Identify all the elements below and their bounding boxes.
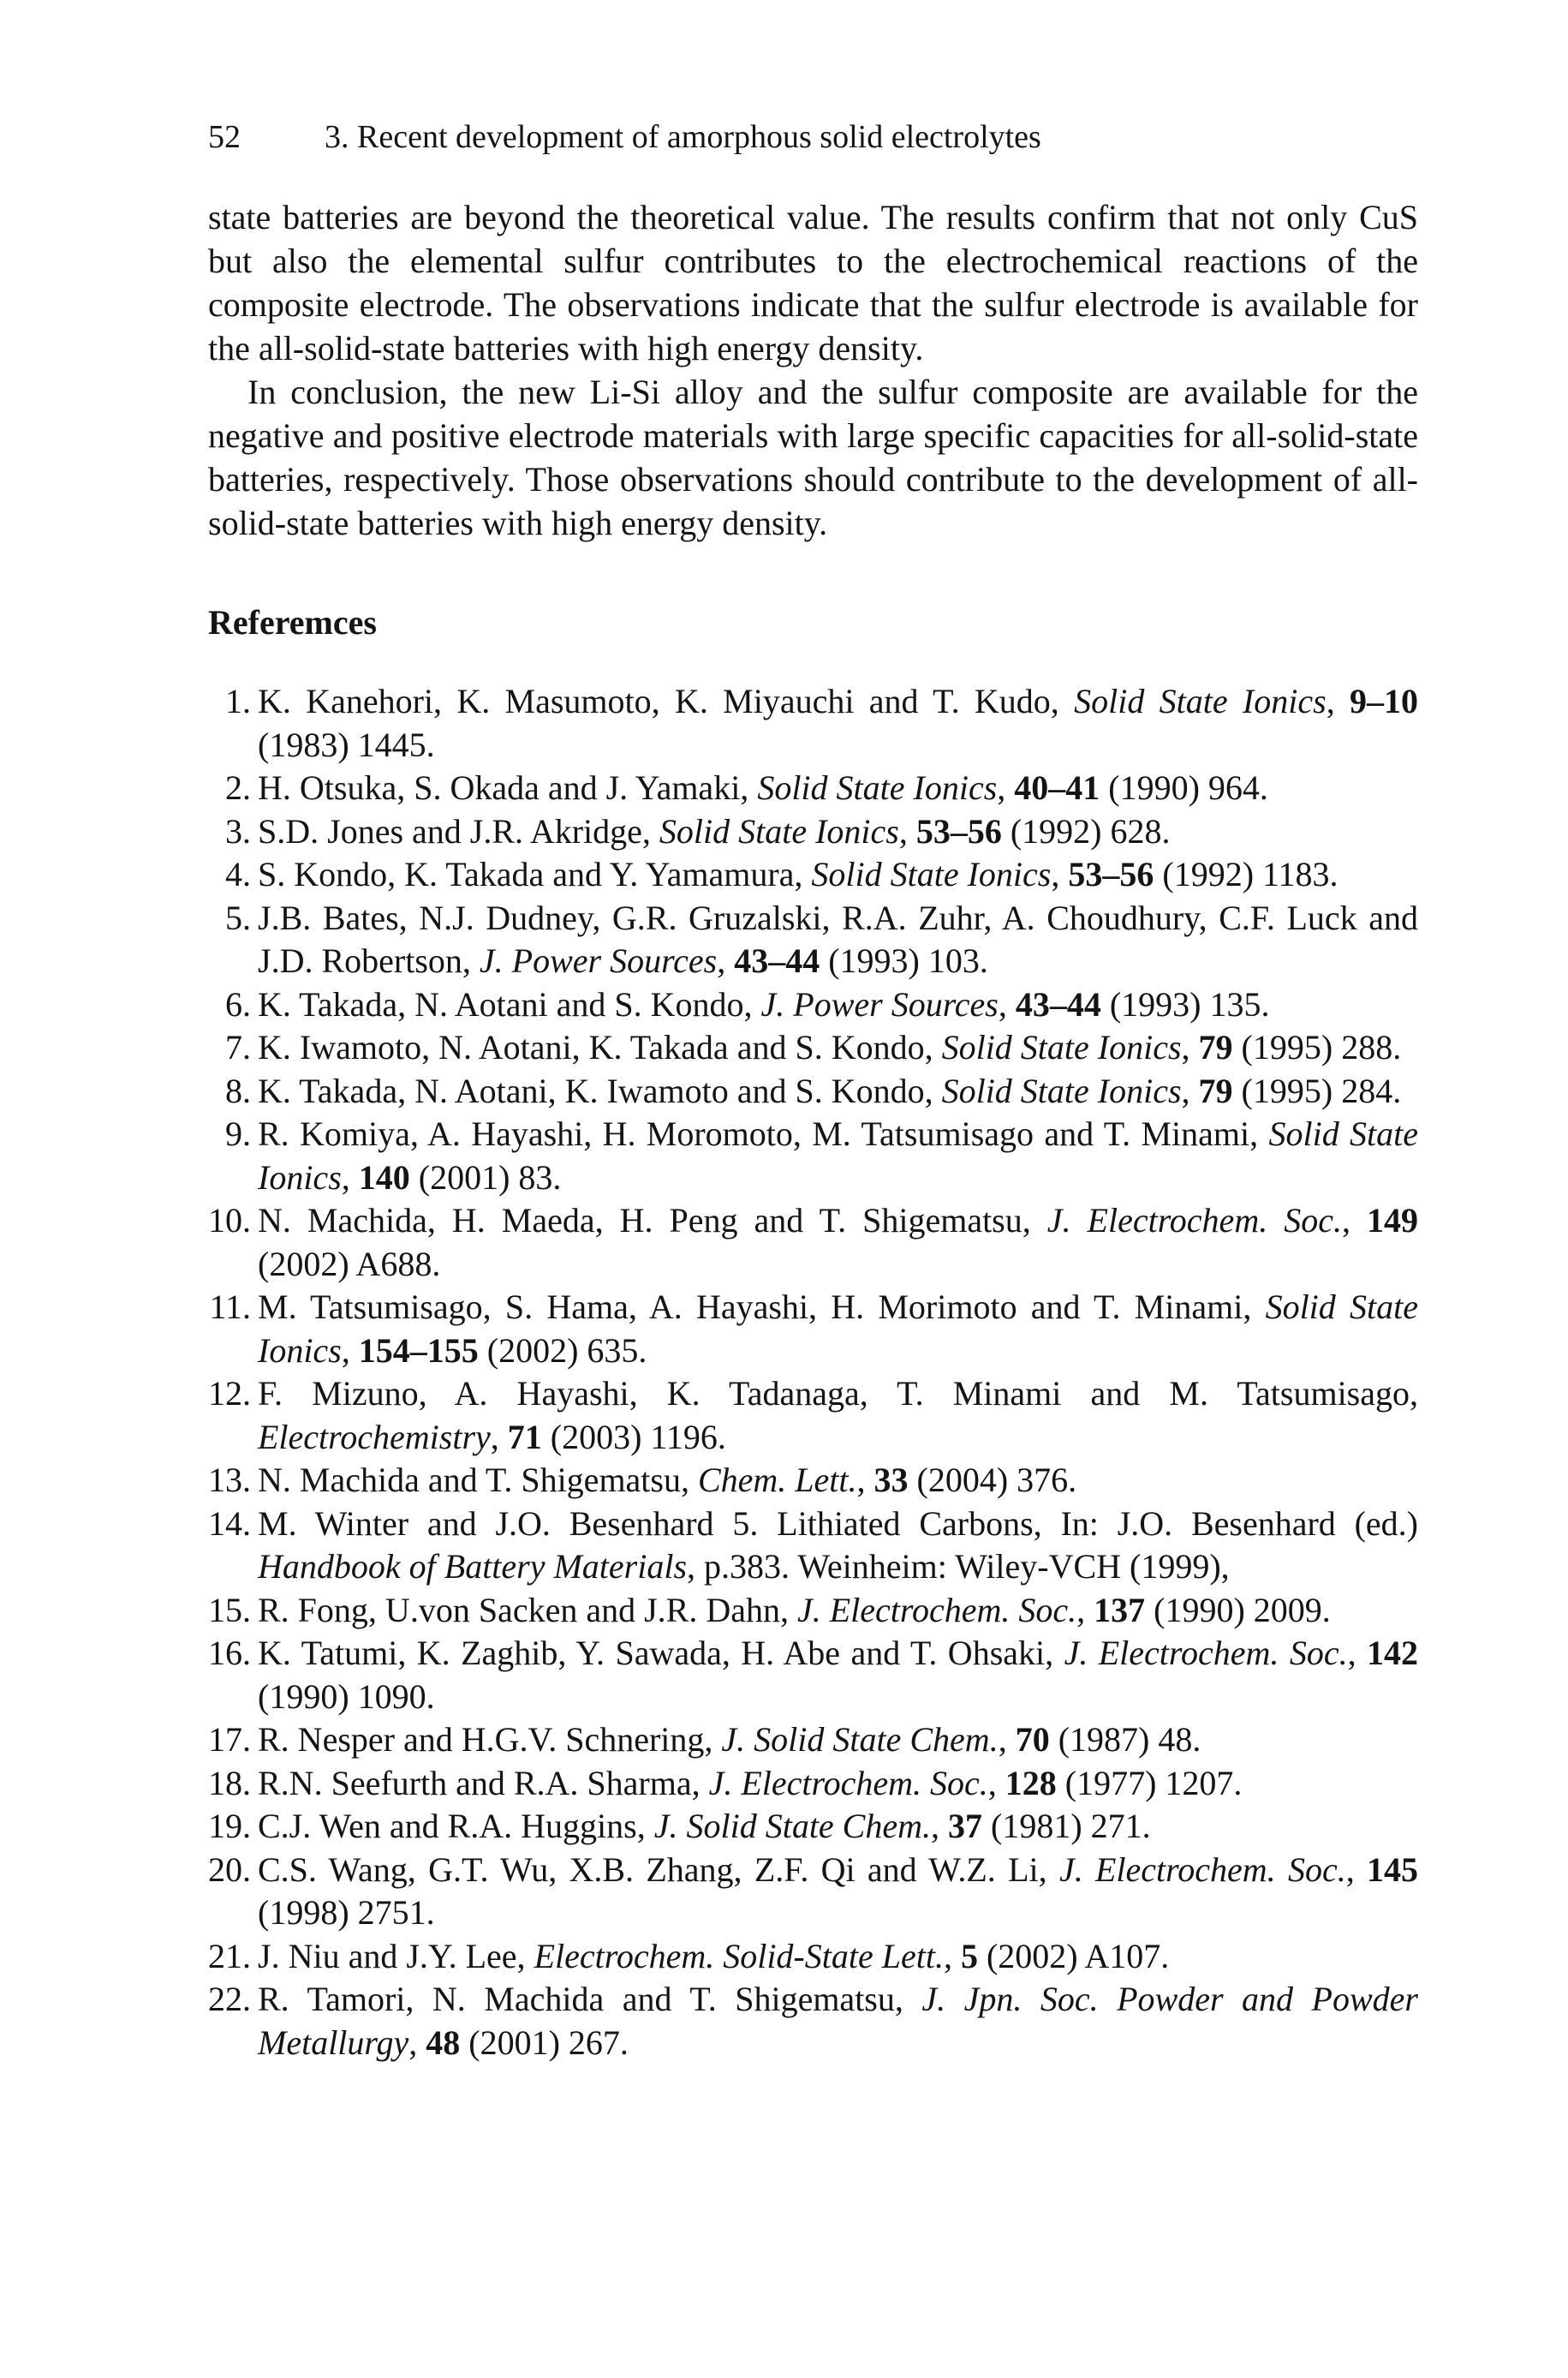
reference-item xyxy=(208,983,1418,1027)
reference-item xyxy=(208,1113,1418,1199)
reference-volume: 71 xyxy=(507,1417,542,1456)
reference-volume: 37 xyxy=(948,1807,982,1845)
reference-volume: 53–56 xyxy=(915,811,1002,851)
reference-separator: , xyxy=(998,1720,1016,1759)
reference-authors: R. Nesper and H.G.V. Schnering, xyxy=(258,1720,722,1759)
reference-item xyxy=(208,1935,1418,1979)
reference-item xyxy=(208,1070,1418,1114)
reference-authors: R. Tamori, N. Machida and T. Shigematsu, xyxy=(258,1980,922,2018)
reference-item xyxy=(208,810,1418,854)
reference-year-pages: (1990) 2009. xyxy=(1145,1590,1331,1629)
reference-separator: , xyxy=(341,1157,359,1197)
reference-authors: N. Machida, H. Maeda, H. Peng and T. Shigematsu, xyxy=(258,1201,1047,1240)
reference-journal: J. Jpn. Soc. Powder and Powder Metallurgy xyxy=(258,1980,1418,2062)
reference-list xyxy=(208,680,1418,2064)
reference-journal: Solid State Ionics xyxy=(258,1288,1418,1370)
reference-year-pages: (1993) 135. xyxy=(1100,984,1270,1024)
reference-year-pages: (2001) 83. xyxy=(409,1157,562,1197)
reference-item xyxy=(208,1199,1418,1286)
reference-number: 21. xyxy=(208,1936,251,1975)
reference-volume: 9–10 xyxy=(1350,682,1418,720)
reference-number: 19. xyxy=(208,1807,251,1845)
reference-year-pages: (1983) 1445. xyxy=(258,725,435,764)
reference-volume: 79 xyxy=(1198,1071,1233,1110)
reference-authors: K. Takada, N. Aotani and S. Kondo, xyxy=(258,984,761,1024)
reference-authors: N. Machida and T. Shigematsu, xyxy=(258,1461,698,1499)
reference-number: 5. xyxy=(225,898,251,937)
reference-volume: 48 xyxy=(426,2022,461,2062)
reference-separator: , xyxy=(1181,1071,1199,1110)
reference-journal: Solid State Ionics xyxy=(811,855,1052,893)
reference-journal: Solid State Ionics xyxy=(1074,682,1327,720)
reference-journal: Solid State Ionics xyxy=(757,768,998,807)
reference-journal: J. Electrochem. Soc. xyxy=(1064,1634,1348,1672)
reference-number: 17. xyxy=(208,1720,251,1759)
reference-authors: C.J. Wen and R.A. Huggins, xyxy=(258,1807,654,1845)
reference-year-pages: (1992) 628. xyxy=(1001,811,1171,851)
reference-journal: Solid State Ionics xyxy=(659,811,899,851)
reference-year-pages: (1990) 1090. xyxy=(258,1676,435,1716)
reference-separator: , xyxy=(1326,682,1350,720)
reference-separator: , xyxy=(1341,1201,1368,1240)
reference-authors: K. Tatumi, K. Zaghib, Y. Sawada, H. Abe and T. Ohsaki, xyxy=(258,1634,1064,1672)
reference-number: 3. xyxy=(225,811,251,851)
reference-year-pages: (1992) 1183. xyxy=(1154,855,1338,893)
reference-journal: Solid State Ionics xyxy=(258,1114,1418,1197)
reference-journal: J. Power Sources xyxy=(760,984,999,1024)
reference-item xyxy=(208,1762,1418,1806)
reference-separator: , xyxy=(1345,1849,1368,1889)
reference-item xyxy=(208,1978,1418,2064)
reference-separator: , xyxy=(856,1461,874,1499)
reference-year-pages: (2002) A688. xyxy=(258,1244,441,1283)
reference-authors: M. Winter and J.O. Besenhard 5. Lithiated Carbons, In: J.O. Besenhard (ed.) xyxy=(258,1503,1418,1543)
reference-item xyxy=(208,1805,1418,1849)
reference-number: 9. xyxy=(225,1114,251,1153)
reference-separator: , xyxy=(341,1330,359,1370)
reference-year-pages: (2002) A107. xyxy=(977,1936,1170,1975)
reference-authors: J. Niu and J.Y. Lee, xyxy=(258,1936,534,1975)
reference-authors: S. Kondo, K. Takada and Y. Yamamura, xyxy=(258,855,812,893)
reference-journal: Electrochem. Solid-State Lett. xyxy=(534,1936,944,1975)
reference-separator: , xyxy=(1051,855,1069,893)
reference-year-pages: (1977) 1207. xyxy=(1056,1763,1243,1802)
reference-volume: 149 xyxy=(1367,1201,1419,1240)
reference-volume: 142 xyxy=(1367,1634,1419,1672)
reference-item xyxy=(208,1026,1418,1070)
reference-journal: Handbook of Battery Materials xyxy=(258,1547,688,1586)
reference-year-pages: (1995) 284. xyxy=(1232,1071,1402,1110)
reference-item xyxy=(208,1718,1418,1762)
reference-volume: 145 xyxy=(1367,1849,1419,1889)
reference-year-pages: (1993) 103. xyxy=(820,941,988,980)
reference-journal: J. Solid State Chem. xyxy=(653,1807,931,1845)
reference-year-pages: (1987) 48. xyxy=(1049,1720,1201,1759)
reference-volume: 43–44 xyxy=(734,941,820,980)
reference-separator: , xyxy=(717,941,735,980)
reference-item xyxy=(208,853,1418,897)
reference-journal: J. Solid State Chem. xyxy=(721,1720,999,1759)
page-number: 52 xyxy=(208,119,241,155)
reference-volume: 79 xyxy=(1198,1028,1233,1067)
references-heading: Referemces xyxy=(208,603,377,642)
reference-separator: , xyxy=(998,984,1016,1024)
reference-number: 22. xyxy=(208,1980,251,2018)
reference-item xyxy=(208,1632,1418,1718)
reference-authors: F. Mizuno, A. Hayashi, K. Tadanaga, T. Minami and M. Tatsumisago, xyxy=(258,1374,1418,1413)
reference-number: 7. xyxy=(225,1028,251,1067)
paragraph-conclusion: In conclusion, the new Li-Si alloy and the sulfur composite are available for the negative and positive electrode materials with large specific capacities for all-solid-state batteries, respectively. Those observations should contribute to the development of all-solid-state batteries with high energy density. xyxy=(208,373,1418,542)
reference-item xyxy=(208,767,1418,810)
reference-separator: , xyxy=(1181,1028,1199,1067)
reference-authors: M. Tatsumisago, S. Hama, A. Hayashi, H. Morimoto and T. Minami, xyxy=(258,1288,1266,1326)
reference-authors: R.N. Seefurth and R.A. Sharma, xyxy=(258,1763,709,1802)
reference-year-pages: (1990) 964. xyxy=(1100,768,1268,807)
reference-number: 10. xyxy=(208,1201,251,1240)
reference-separator: , xyxy=(490,1417,508,1456)
reference-item xyxy=(208,1372,1418,1459)
reference-authors: K. Iwamoto, N. Aotani, K. Takada and S. Kondo, xyxy=(258,1028,942,1067)
reference-journal: J. Electrochem. Soc. xyxy=(1058,1849,1346,1889)
reference-authors: S.D. Jones and J.R. Akridge, xyxy=(258,811,659,851)
reference-volume: 33 xyxy=(873,1461,909,1499)
reference-authors: K. Kanehori, K. Masumoto, K. Miyauchi and T. Kudo, xyxy=(258,682,1075,720)
reference-authors: H. Otsuka, S. Okada and J. Yamaki, xyxy=(258,768,758,807)
reference-volume: 70 xyxy=(1015,1720,1050,1759)
reference-authors: R. Fong, U.von Sacken and J.R. Dahn, xyxy=(258,1590,797,1629)
reference-number: 2. xyxy=(225,768,251,807)
reference-number: 16. xyxy=(208,1634,251,1672)
reference-journal: Electrochemistry xyxy=(258,1417,491,1456)
reference-authors: R. Komiya, A. Hayashi, H. Moromoto, M. Tatsumisago and T. Minami, xyxy=(258,1114,1269,1153)
reference-volume: 53–56 xyxy=(1068,855,1154,893)
reference-number: 11. xyxy=(209,1288,251,1326)
reference-number: 1. xyxy=(225,682,251,720)
reference-authors: J.B. Bates, N.J. Dudney, G.R. Gruzalski, R.A. Zuhr, A. Choudhury, C.F. Luck and J.D. Robertson, xyxy=(258,898,1418,980)
reference-item xyxy=(208,1589,1418,1633)
reference-number: 15. xyxy=(208,1590,251,1629)
reference-separator: , xyxy=(997,768,1015,807)
reference-item xyxy=(208,680,1418,767)
reference-year-pages: (2003) 1196. xyxy=(541,1417,726,1456)
reference-authors: K. Takada, N. Aotani, K. Iwamoto and S. Kondo, xyxy=(258,1071,942,1110)
reference-number: 4. xyxy=(225,855,251,893)
reference-journal: J. Electrochem. Soc. xyxy=(708,1763,988,1802)
reference-number: 8. xyxy=(225,1071,251,1110)
chapter-title: 3. Recent development of amorphous solid electrolytes xyxy=(325,119,1041,155)
reference-item xyxy=(208,1459,1418,1503)
reference-year-pages: (1981) 271. xyxy=(982,1807,1151,1845)
reference-number: 13. xyxy=(208,1461,251,1499)
reference-separator: , xyxy=(943,1936,961,1975)
reference-separator: , xyxy=(898,811,916,851)
reference-year-pages: (2004) 376. xyxy=(908,1461,1077,1499)
reference-number: 6. xyxy=(225,984,251,1024)
reference-volume: 137 xyxy=(1094,1590,1146,1629)
reference-volume: 154–155 xyxy=(358,1330,479,1370)
reference-item xyxy=(208,897,1418,983)
reference-volume: 5 xyxy=(960,1936,978,1975)
reference-separator: , xyxy=(1076,1590,1094,1629)
reference-volume: 40–41 xyxy=(1014,768,1100,807)
reference-journal: Solid State Ionics xyxy=(941,1028,1182,1067)
reference-item xyxy=(208,1286,1418,1372)
reference-year-pages: (2001) 267. xyxy=(460,2022,629,2062)
reference-separator: , xyxy=(1347,1634,1368,1672)
reference-year-pages: (2002) 635. xyxy=(478,1330,647,1370)
reference-number: 18. xyxy=(208,1763,251,1802)
reference-number: 14. xyxy=(208,1503,251,1543)
reference-journal: Solid State Ionics xyxy=(941,1071,1182,1110)
running-header xyxy=(208,117,1041,158)
reference-authors: C.S. Wang, G.T. Wu, X.B. Zhang, Z.F. Qi and W.Z. Li, xyxy=(258,1849,1059,1889)
reference-journal: J. Electrochem. Soc. xyxy=(1046,1201,1342,1240)
reference-item xyxy=(208,1503,1418,1589)
reference-journal: J. Power Sources xyxy=(479,941,718,980)
reference-year-pages: (1998) 2751. xyxy=(258,1893,435,1932)
reference-volume: 43–44 xyxy=(1015,984,1101,1024)
reference-number: 12. xyxy=(208,1374,251,1413)
reference-year-pages: (1995) 288. xyxy=(1232,1028,1402,1067)
reference-separator: , p.383. Weinheim: Wiley-VCH (1999), xyxy=(687,1547,1230,1586)
reference-separator: , xyxy=(987,1763,1005,1802)
reference-volume: 128 xyxy=(1005,1763,1057,1802)
reference-number: 20. xyxy=(208,1849,251,1889)
paragraph-continued: state batteries are beyond the theoretical value. The results confirm that not only CuS but also the elemental sulfur contributes to the electrochemical reactions of the composite electrode. The observations indicate that the sulfur electrode is available for the all-solid-state batteries with high energy density. xyxy=(208,198,1418,367)
reference-separator: , xyxy=(408,2022,426,2062)
body-text xyxy=(208,195,1418,545)
reference-journal: Chem. Lett. xyxy=(697,1461,857,1499)
reference-item xyxy=(208,1849,1418,1935)
reference-volume: 140 xyxy=(358,1157,410,1197)
reference-journal: J. Electrochem. Soc. xyxy=(796,1590,1077,1629)
reference-separator: , xyxy=(931,1807,948,1845)
